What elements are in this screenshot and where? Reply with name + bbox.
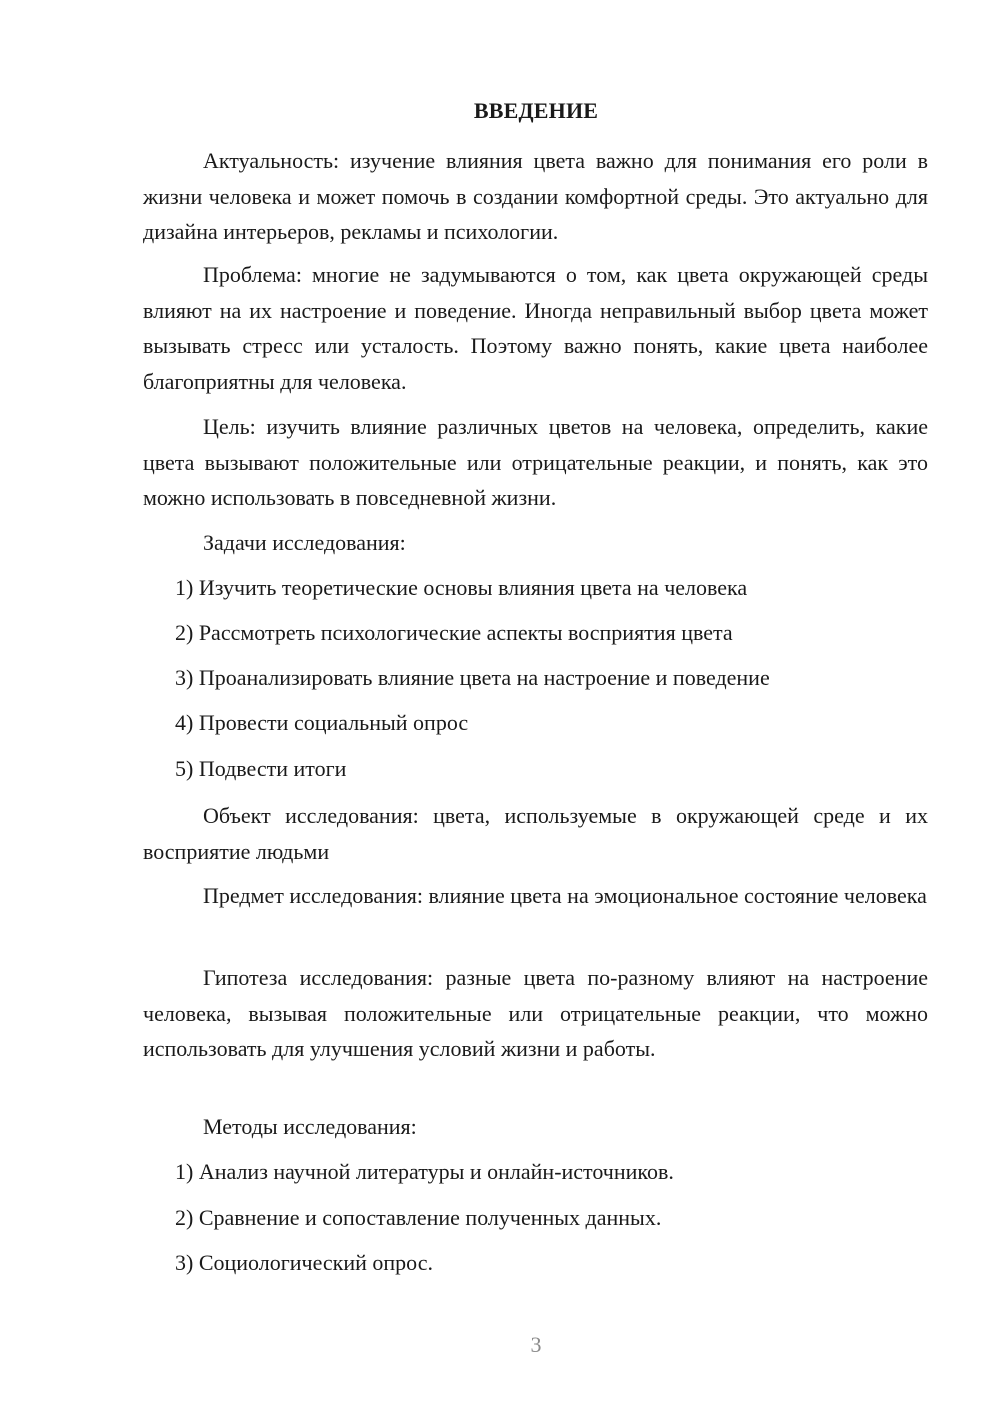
paragraph-relevance: Актуальность: изучение влияния цвета важно для понимания его роли в жизни человека и может помочь в создании комфортной среды. Это актуально для дизайна интерьеров, рекламы и психологии. <box>143 148 928 244</box>
task-item-5: 5) Подвести итоги <box>175 756 347 781</box>
paragraph-goal: Цель: изучить влияние различных цветов на человека, определить, какие цвета вызывают положительные или отрицательные реакции, и понять, как это можно использовать в повседневной жизни. <box>143 414 928 510</box>
paragraph-hypothesis: Гипотеза исследования: разные цвета по-разному влияют на настроение человека, вызывая положительные или отрицательные реакции, что можно использовать для улучшения условий жизни и работы. <box>143 965 928 1061</box>
task-item-3: 3) Проанализировать влияние цвета на настроение и поведение <box>175 665 770 690</box>
tasks-heading: Задачи исследования: <box>203 530 406 555</box>
method-item-2: 2) Сравнение и сопоставление полученных данных. <box>175 1205 662 1230</box>
task-item-4: 4) Провести социальный опрос <box>175 710 469 735</box>
page-number: 3 <box>530 1332 542 1357</box>
task-item-1: 1) Изучить теоретические основы влияния цвета на человека <box>175 575 748 600</box>
task-item-2: 2) Рассмотреть психологические аспекты восприятия цвета <box>175 620 733 645</box>
method-item-1: 1) Анализ научной литературы и онлайн-источников. <box>175 1159 674 1184</box>
methods-heading: Методы исследования: <box>203 1114 417 1139</box>
paragraph-problem: Проблема: многие не задумываются о том, как цвета окружающей среды влияют на их настроение и поведение. Иногда неправильный выбор цвета может вызывать стресс или усталость. Поэтому важно понять, какие цвета наиболее благоприятны для человека. <box>143 262 928 394</box>
paragraph-object: Объект исследования: цвета, используемые в окружающей среде и их восприятие людьми <box>143 803 928 864</box>
paragraph-subject: Предмет исследования: влияние цвета на эмоциональное состояние человека <box>203 883 927 908</box>
method-item-3: 3) Социологический опрос. <box>175 1250 433 1275</box>
section-title: ВВЕДЕНИЕ <box>473 98 599 123</box>
